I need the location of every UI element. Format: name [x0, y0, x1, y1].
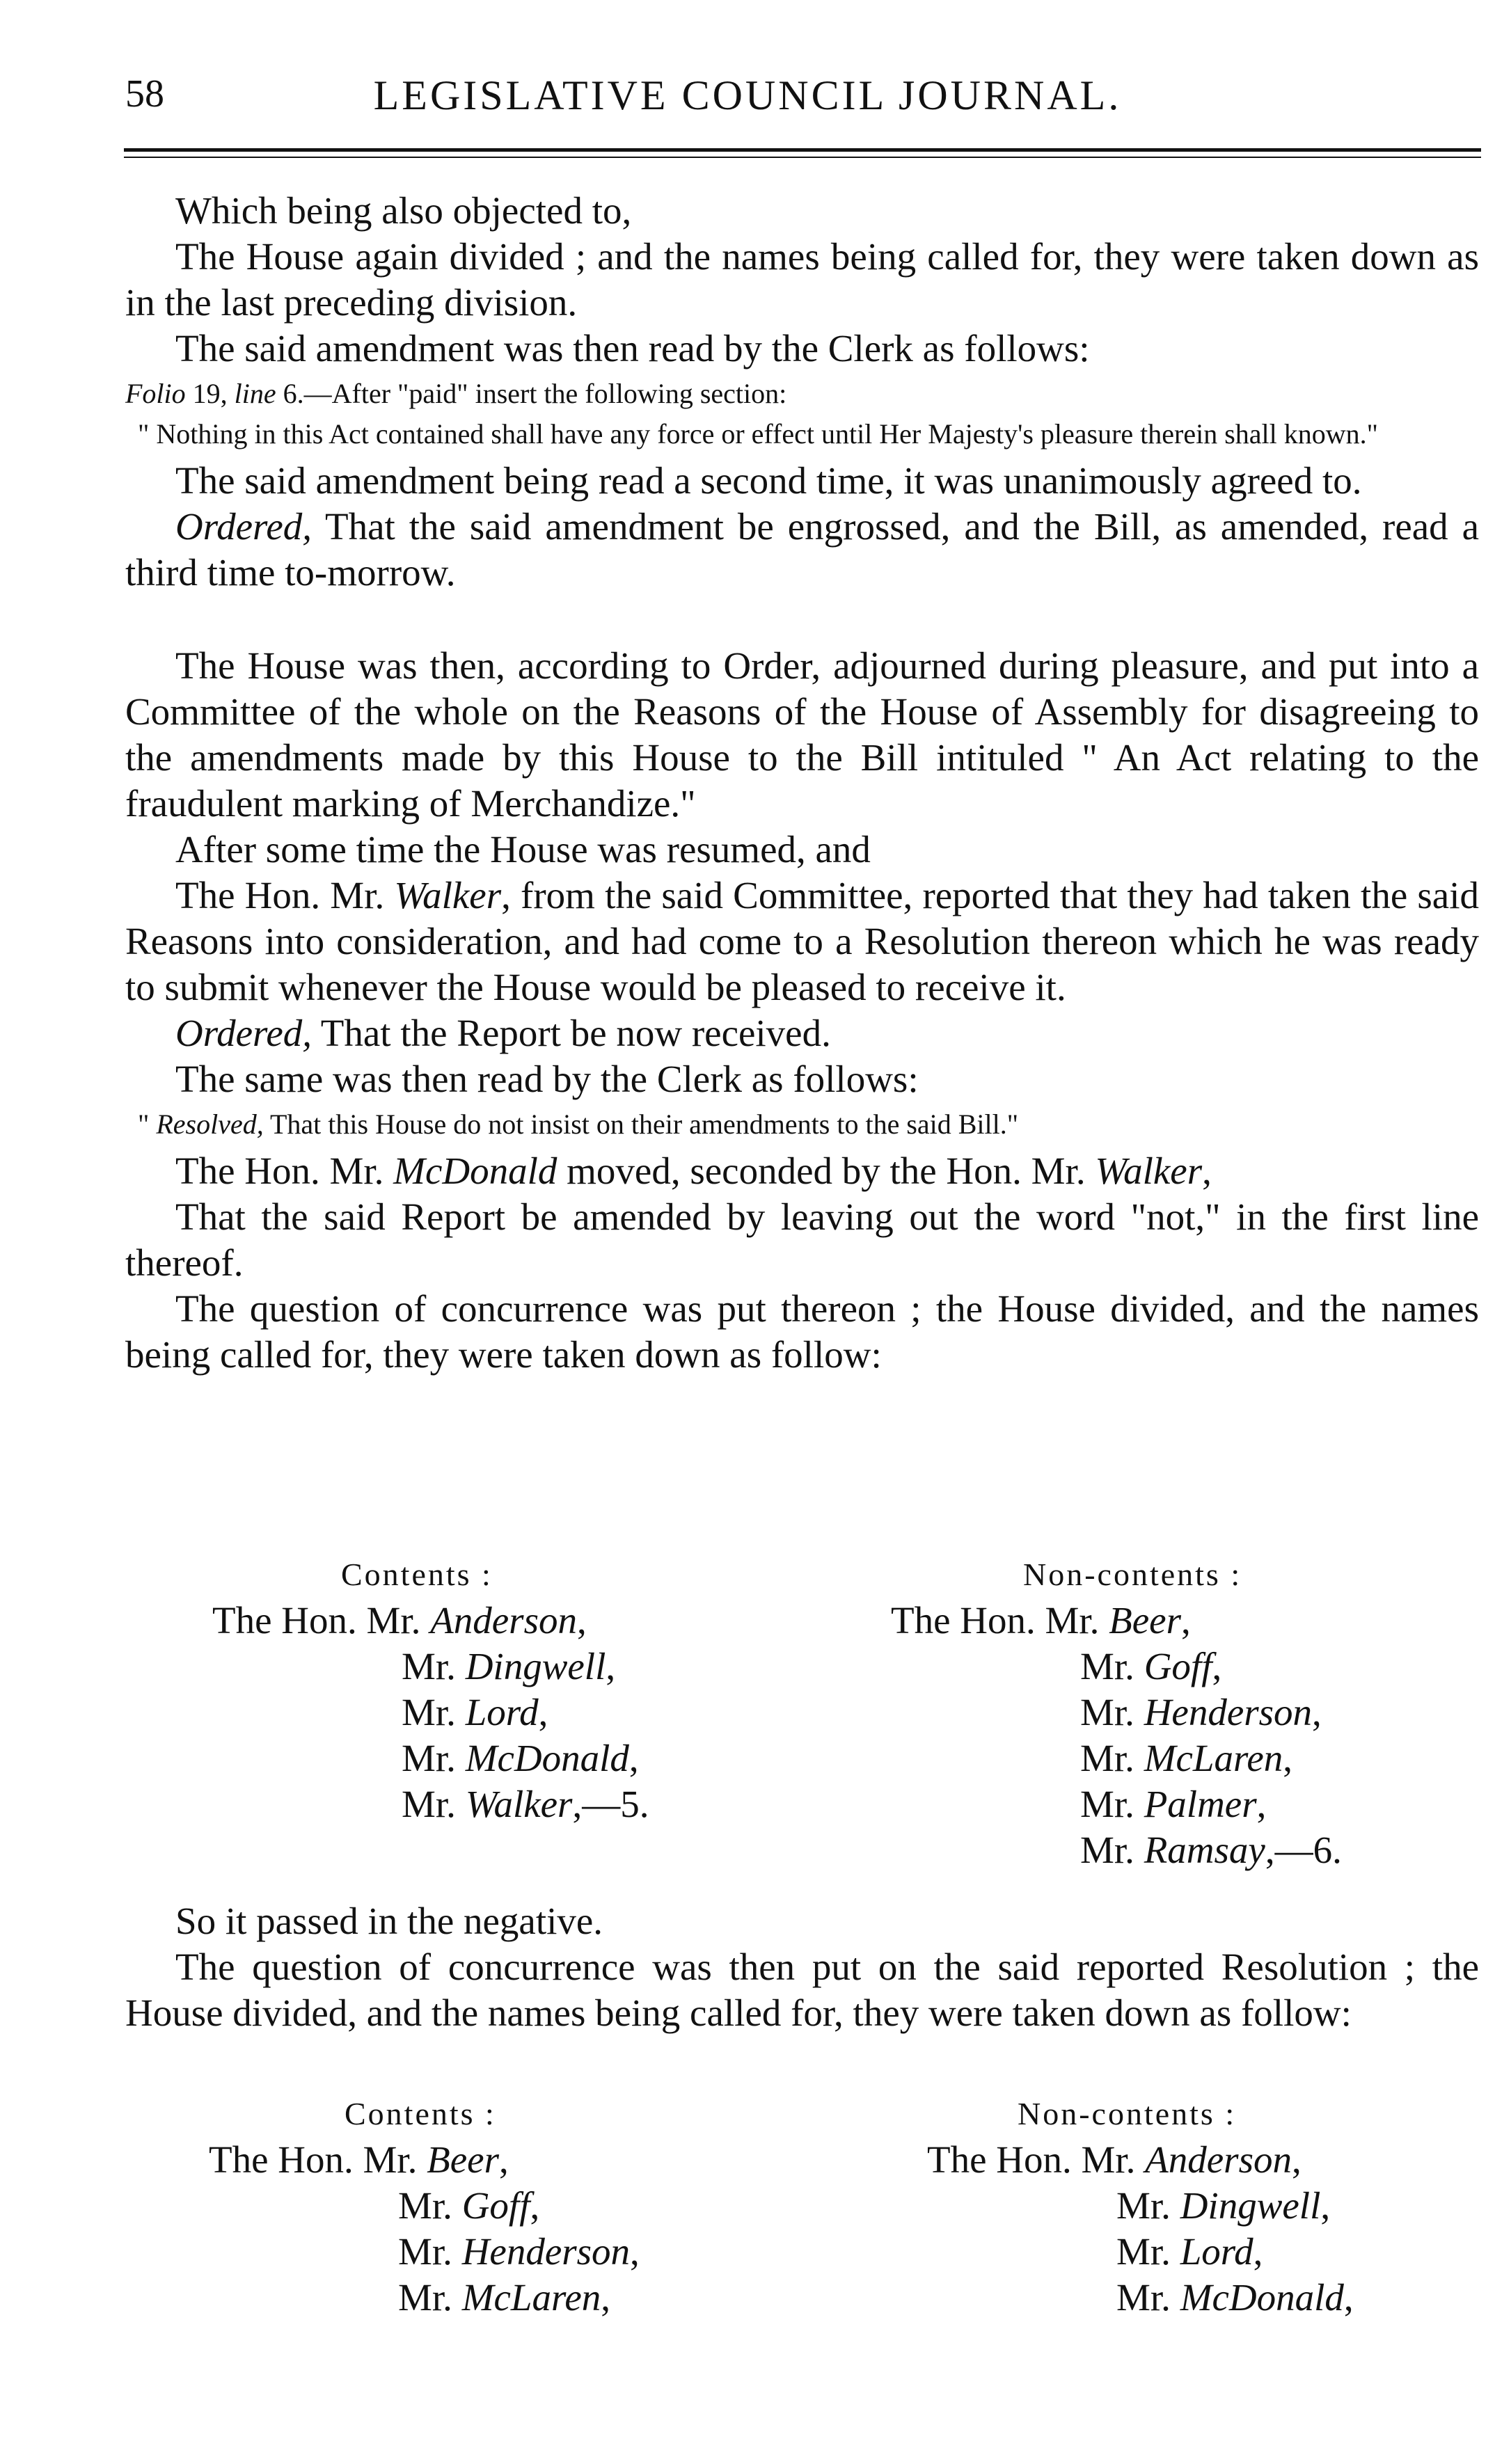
vote-entry: Mr. Goff, [398, 2184, 540, 2227]
page-number: 58 [125, 72, 164, 116]
non-contents-column [927, 2091, 1354, 2321]
vote-entry: Mr. Dingwell, [402, 1645, 616, 1687]
contents-heading: Contents : [341, 1557, 493, 1592]
vote-entry: Mr. Lord, [1116, 2230, 1263, 2273]
journal-body-continued [125, 1898, 1479, 2036]
vote-entry: Mr. Ramsay,—6. [1080, 1829, 1342, 1871]
vote-entry: Mr. Goff, [1080, 1645, 1222, 1687]
contents-heading: Contents : [345, 2096, 496, 2131]
paragraph: The question of concurrence was put thereon ; the House divided, and the names being called for, they were taken down as follow: [125, 1287, 1479, 1376]
contents-column [209, 2091, 640, 2321]
vote-entry: Mr. Dingwell, [1116, 2184, 1331, 2227]
vote-entry: Mr. McDonald, [1116, 2276, 1354, 2319]
contents-column [212, 1552, 649, 1827]
amendment-reference: Folio 19, line 6.—After "paid" insert the following section: [125, 378, 787, 409]
vote-entry: Mr. McLaren, [1080, 1737, 1293, 1779]
vote-entry: Mr. Lord, [402, 1691, 548, 1733]
paragraph: The House was then, according to Order, adjourned during pleasure, and put into a Committee of the whole on the Reasons of the House of Assembly for disagreeing to the amendments made by this House to the Bill intituled " An Act relating to the fraudulent marking of Merchandize." [125, 644, 1479, 825]
paragraph: Which being also objected to, [175, 189, 632, 232]
vote-entry: Mr. Palmer, [1080, 1783, 1267, 1825]
amendment-quote: " Nothing in this Act contained shall have any force or effect until Her Majesty's pleasure therein shall known." [138, 418, 1378, 450]
non-contents-column [891, 1552, 1342, 1873]
vote-entry: Mr. Walker,—5. [402, 1783, 649, 1825]
ordered-paragraph: Ordered, That the Report be now received. [175, 1012, 831, 1054]
non-contents-heading: Non-contents : [1023, 1557, 1242, 1592]
section-gap [125, 596, 1479, 643]
vote-entry: The Hon. Mr. Anderson, [212, 1599, 587, 1642]
paragraph: The question of concurrence was then put on the said reported Resolution ; the House divided, and the names being called for, they were taken down as follow: [125, 1946, 1479, 2034]
report-paragraph: The Hon. Mr. Walker, from the said Committee, reported that they had taken the said Reasons into consideration, and had come to a Resolution thereon which he was ready to submit whenever the House would be pleased to receive it. [125, 874, 1479, 1008]
paragraph: So it passed in the negative. [175, 1900, 603, 1942]
page-header [0, 66, 1495, 122]
paragraph: The said amendment was then read by the Clerk as follows: [175, 327, 1090, 369]
vote-entry: The Hon. Mr. Anderson, [927, 2138, 1302, 2181]
vote-entry: The Hon. Mr. Beer, [209, 2138, 509, 2181]
vote-entry: The Hon. Mr. Beer, [891, 1599, 1191, 1642]
non-contents-heading: Non-contents : [1018, 2096, 1237, 2131]
header-rule-thin [124, 157, 1481, 158]
paragraph: The House again divided ; and the names being called for, they were taken down as in the last preceding division. [125, 235, 1479, 324]
ordered-paragraph: Ordered, That the said amendment be engrossed, and the Bill, as amended, read a third time to-morrow. [125, 505, 1479, 594]
vote-entry: Mr. Henderson, [1080, 1691, 1322, 1733]
paragraph: After some time the House was resumed, and [175, 828, 871, 871]
vote-entry: Mr. McLaren, [398, 2276, 611, 2319]
running-title: LEGISLATIVE COUNCIL JOURNAL. [373, 72, 1122, 118]
paragraph: That the said Report be amended by leaving out the word "not," in the first line thereof. [125, 1195, 1479, 1284]
paragraph: The said amendment being read a second time, it was unanimously agreed to. [175, 459, 1362, 502]
vote-entry: Mr. McDonald, [402, 1737, 639, 1779]
motion-paragraph: The Hon. Mr. McDonald moved, seconded by the Hon. Mr. Walker, [175, 1150, 1212, 1192]
paragraph: The same was then read by the Clerk as follows: [175, 1058, 919, 1100]
vote-entry: Mr. Henderson, [398, 2230, 640, 2273]
resolution-quote: " Resolved, That this House do not insist on their amendments to the said Bill." [138, 1108, 1019, 1140]
journal-body [125, 188, 1479, 1378]
header-rule-thick [124, 148, 1481, 152]
